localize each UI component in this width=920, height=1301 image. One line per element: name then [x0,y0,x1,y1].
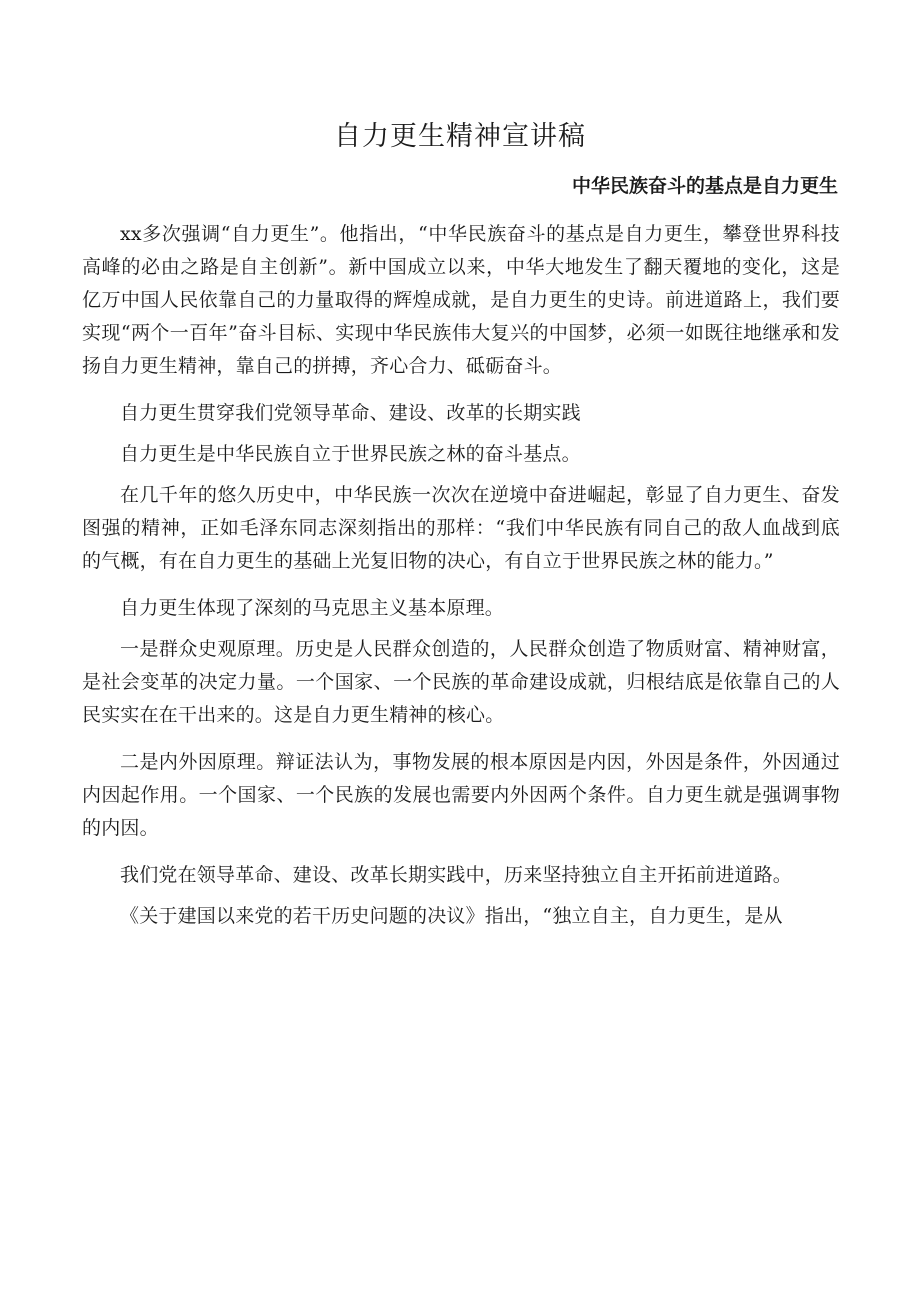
document-body [82,218,840,947]
paragraph-party-practice: 我们党在领导革命、建设、改革长期实践中，历来坚持独立自主开拓前进道路。 [120,864,793,886]
paragraph-mass-view: 一是群众史观原理。历史是人民群众创造的，人民群众创造了物质财富、精神财富，是社会变革的决定力量。一个国家、一个民族的革命建设成就，归根结底是依靠自己的人民实实在在干出来的。这是自力更生精神的核心。 [82,638,840,726]
paragraph-resolution: 《关于建国以来党的若干历史问题的决议》指出，“独立自主，自力更生，是从 [120,905,783,927]
paragraph-basis: 自力更生是中华民族自立于世界民族之林的奋斗基点。 [120,443,581,465]
document-title: 自力更生精神宣讲稿 [334,121,586,152]
paragraph-section-heading: 自力更生贯穿我们党领导革命、建设、改革的长期实践 [120,402,581,424]
paragraph-intro: xx多次强调“自力更生”。他指出，“中华民族奋斗的基点是自力更生，攀登世界科技高峰的必由之路是自主创新”。新中国成立以来，中华大地发生了翻天覆地的变化，这是亿万中国人民依靠自己的力量取得的辉煌成就，是自力更生的史诗。前进道路上，我们要实现“两个一百年”奋斗目标、实现中华民族伟大复兴的中国梦，必须一如既往地继承和发扬自力更生精神，靠自己的拼搏，齐心合力、砥砺奋斗。 [82,223,840,377]
paragraph-marxism: 自力更生体现了深刻的马克思主义基本原理。 [120,597,505,619]
paragraph-history: 在几千年的悠久历史中，中华民族一次次在逆境中奋进崛起，彰显了自力更生、奋发图强的精神，正如毛泽东同志深刻指出的那样：“我们中华民族有同自己的敌人血战到底的气概，有在自力更生的基础上光复旧物的决心，有自立于世界民族之林的能力。” [82,484,840,572]
paragraph-internal-external: 二是内外因原理。辩证法认为，事物发展的根本原因是内因，外因是条件，外因通过内因起作用。一个国家、一个民族的发展也需要内外因两个条件。自力更生就是强调事物的内因。 [82,751,840,839]
document-subtitle: 中华民族奋斗的基点是自力更生 [571,175,838,197]
